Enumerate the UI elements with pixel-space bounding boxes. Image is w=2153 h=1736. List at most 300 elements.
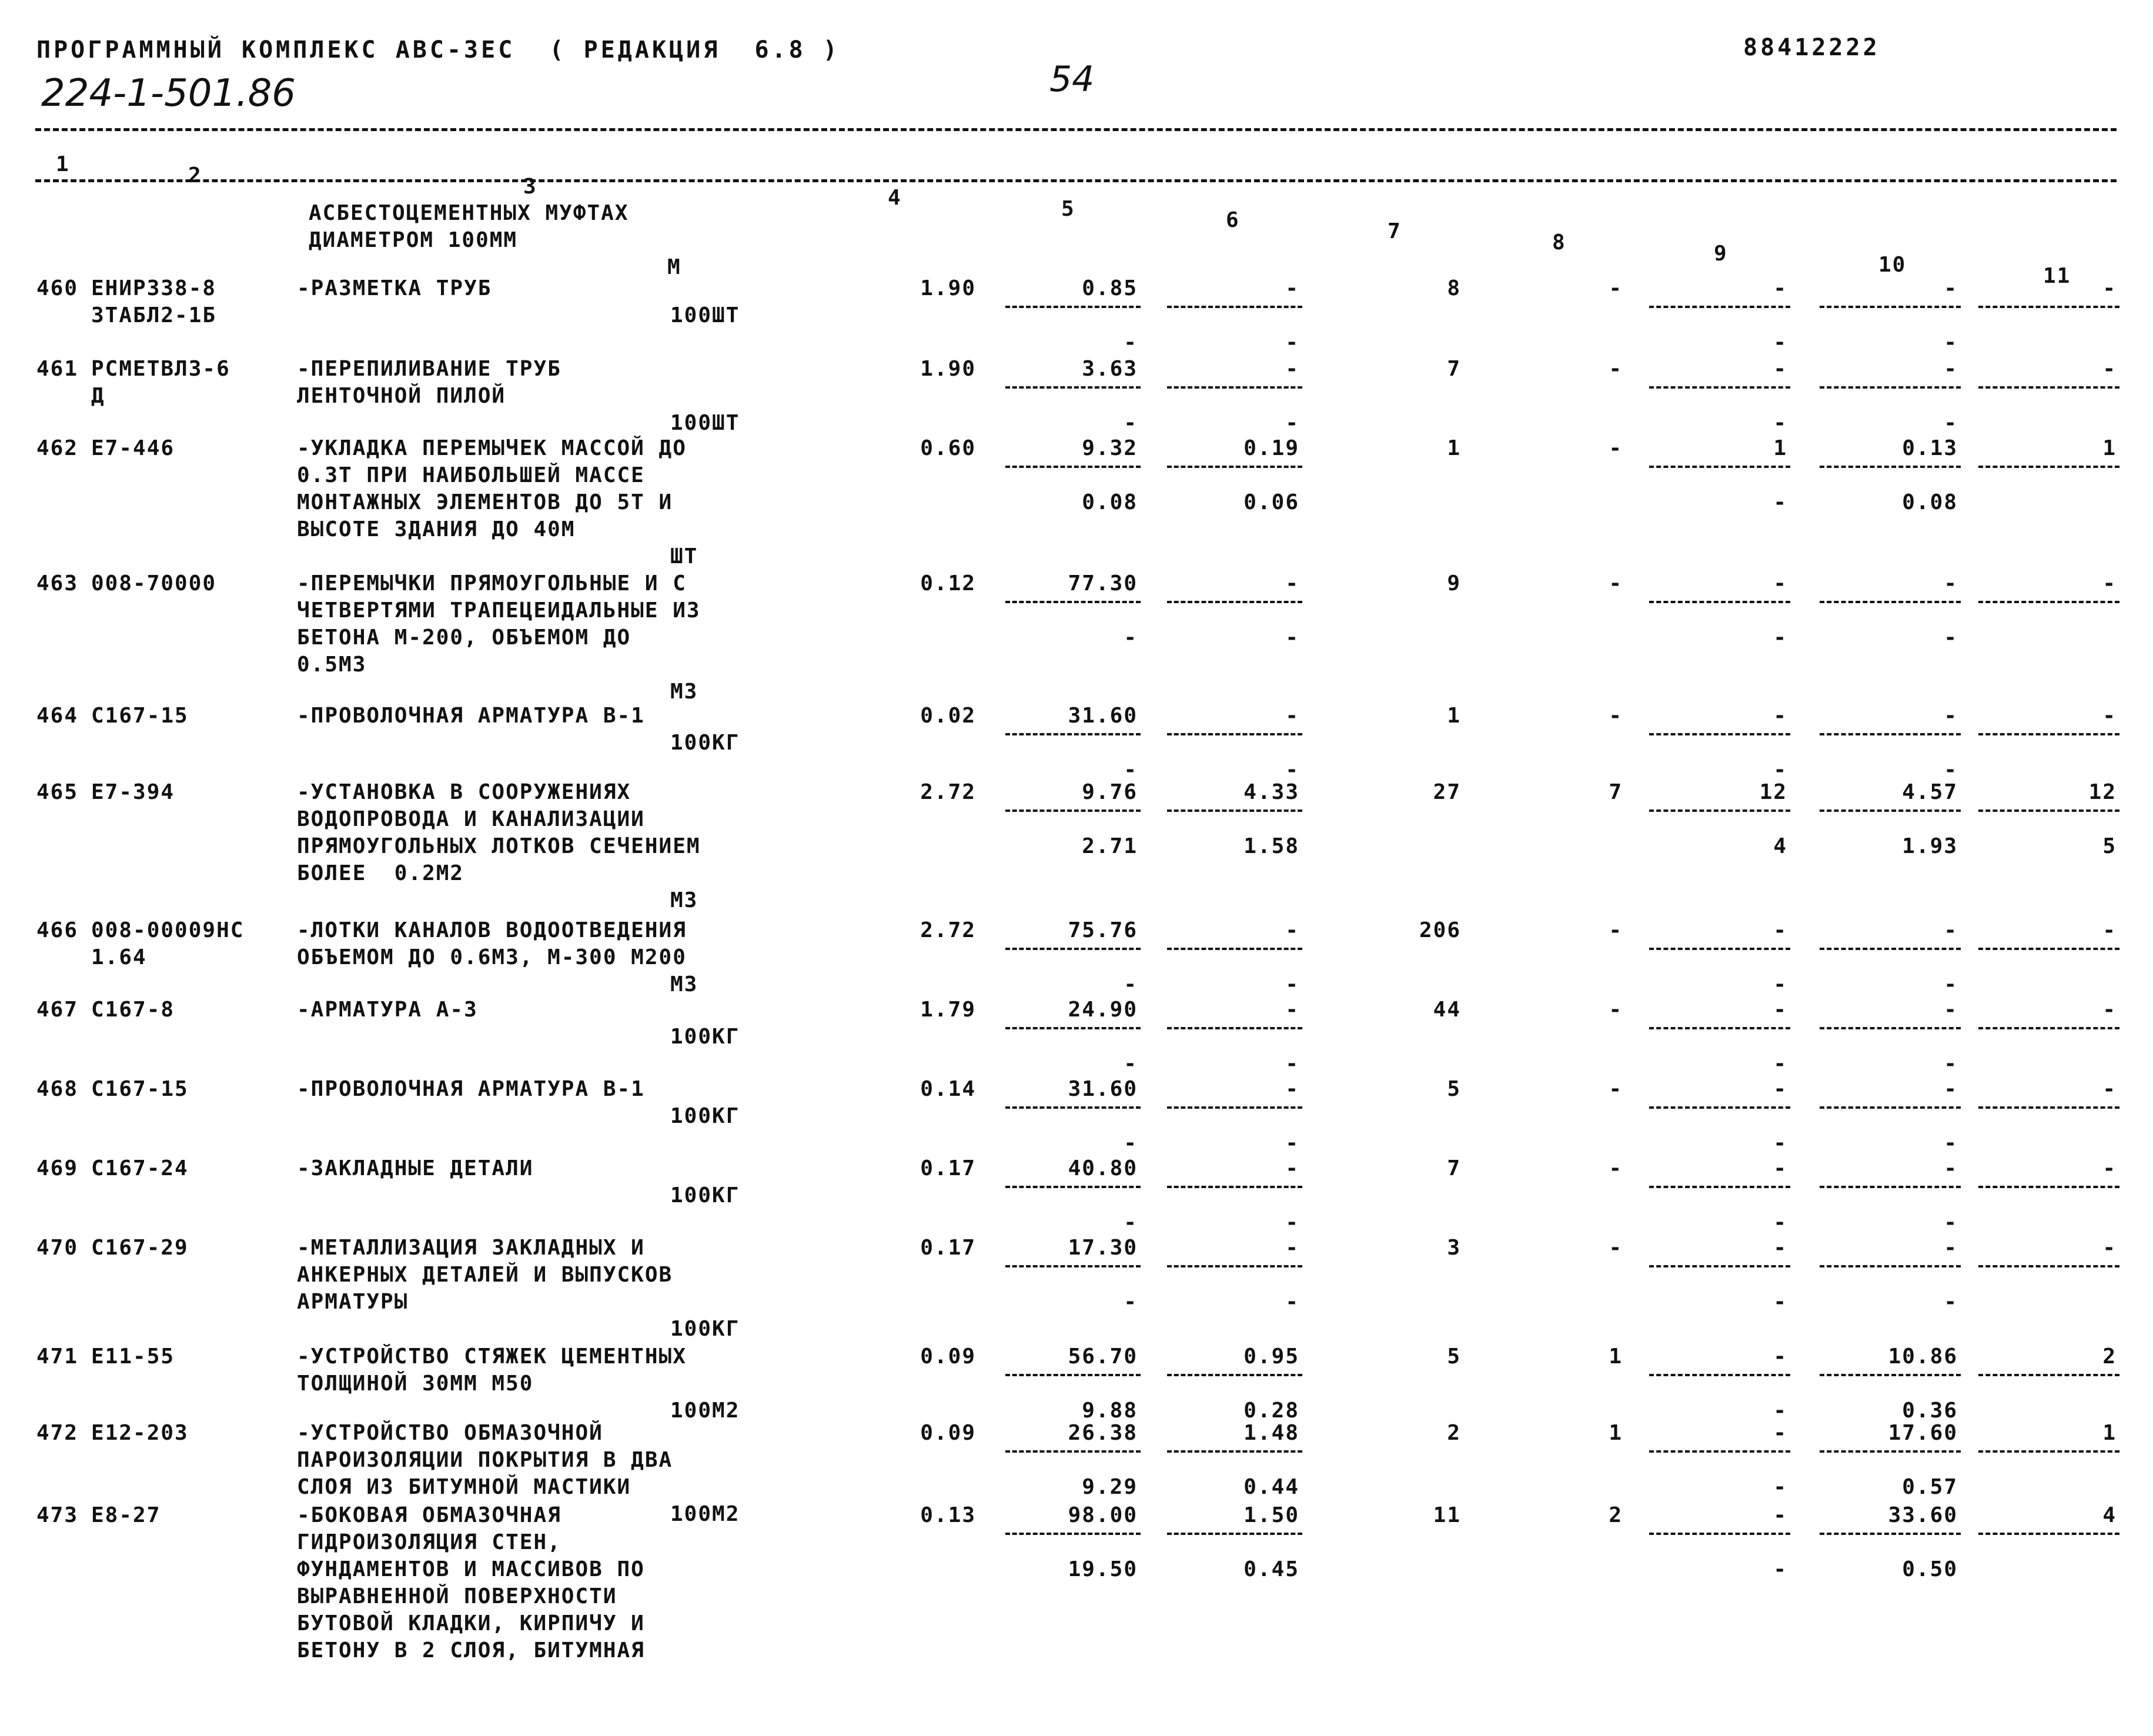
subtotal-rule — [1820, 1533, 1961, 1535]
unit-cost: 24.90 — [1068, 998, 1138, 1022]
subtotal-rule — [1167, 1186, 1302, 1188]
labour-hours: - — [1944, 704, 1958, 728]
work-description: АРМАТУРЫ — [297, 1290, 409, 1314]
hours-subtotal: - — [1944, 411, 1958, 435]
unit-cost-machines: 1.48 — [1243, 1421, 1299, 1445]
labour-subtotal: - — [1773, 330, 1787, 354]
subtotal-rule — [1978, 306, 2119, 308]
labour-cost: - — [1773, 357, 1787, 381]
row-number: 471 — [36, 1344, 79, 1369]
subtotal-rule — [1820, 1027, 1961, 1029]
norm-code: С167-15 — [91, 1077, 189, 1101]
continuation-unit: М — [667, 255, 681, 279]
column-header-cell: 1 — [56, 152, 70, 176]
subtotal-rule — [1167, 306, 1302, 308]
norm-code: 008-70000 — [91, 571, 217, 596]
unit-cost: 31.60 — [1068, 704, 1138, 728]
unit-of-measure: 100КГ — [670, 1183, 740, 1207]
quantity: 0.14 — [920, 1077, 976, 1101]
unit-of-measure: ШТ — [670, 544, 698, 568]
work-description: БУТОВОЙ КЛАДКИ, КИРПИЧУ И — [297, 1611, 645, 1635]
wages-subtotal: - — [1124, 1131, 1138, 1155]
work-description: ГИДРОИЗОЛЯЦИЯ СТЕН, — [297, 1530, 561, 1554]
subtotal-rule — [1649, 1533, 1790, 1535]
subtotal-rule — [1005, 1106, 1141, 1109]
work-description: -УСТРОЙСТВО ОБМАЗОЧНОЙ — [297, 1421, 603, 1445]
labour-subtotal: - — [1773, 972, 1787, 996]
work-description: -РАЗМЕТКА ТРУБ — [297, 276, 492, 300]
total-labour: 1 — [2102, 1421, 2117, 1445]
work-description: ЧЕТВЕРТЯМИ ТРАПЕЦЕИДАЛЬНЫЕ ИЗ — [297, 598, 701, 623]
subtotal-rule — [1820, 810, 1961, 812]
row-number: 470 — [36, 1236, 79, 1260]
labour-cost: - — [1773, 276, 1787, 300]
subtotal-rule — [1820, 601, 1961, 603]
unit-cost: 40.80 — [1068, 1156, 1138, 1180]
wages-subtotal: - — [1124, 972, 1138, 996]
subtotal-rule — [1820, 466, 1961, 468]
unit-cost: 9.32 — [1082, 436, 1138, 460]
column-header-cell: 3 — [523, 175, 537, 199]
subtotal-rule — [1649, 1027, 1790, 1029]
subtotal-rule — [1978, 1450, 2119, 1453]
subtotal-rule — [1978, 1106, 2119, 1109]
unit-of-measure: 100КГ — [670, 1104, 740, 1128]
work-description: ВЫСОТЕ ЗДАНИЯ ДО 40М — [297, 517, 576, 541]
quantity: 2.72 — [920, 918, 976, 942]
labour-cost: 1 — [1773, 436, 1787, 460]
work-description: -ПЕРЕПИЛИВАНИЕ ТРУБ — [297, 357, 561, 381]
column-header-cell: 8 — [1552, 230, 1566, 255]
subtotal-rule — [1649, 601, 1790, 603]
total-labour: 2 — [2102, 1344, 2117, 1369]
page-number: 54 — [1049, 59, 1095, 100]
subtotal-rule — [1005, 306, 1141, 308]
norm-code: С167-24 — [91, 1156, 189, 1180]
subtotal-rule — [1649, 1374, 1790, 1376]
total-cost: 2 — [1447, 1421, 1461, 1445]
wages-subtotal: - — [1124, 1210, 1138, 1235]
unit-cost: 31.60 — [1068, 1077, 1138, 1101]
hours-subtotal: - — [1944, 330, 1958, 354]
unit-cost-machines: - — [1285, 1236, 1299, 1260]
subtotal-rule — [1167, 601, 1302, 603]
subtotal-rule — [1820, 386, 1961, 389]
unit-cost-machines: - — [1285, 276, 1299, 300]
quantity: 1.90 — [920, 276, 976, 300]
machines-wages-subtotal: - — [1285, 758, 1299, 782]
machines-wages-subtotal: 0.06 — [1243, 490, 1299, 514]
total-cost-wages: - — [1609, 704, 1623, 728]
subtotal-rule — [1005, 733, 1141, 735]
labour-hours: - — [1944, 998, 1958, 1022]
total-cost-wages: 1 — [1609, 1344, 1623, 1369]
hours-subtotal: 0.36 — [1902, 1399, 1958, 1423]
total-cost-wages: - — [1609, 1236, 1623, 1260]
quantity: 1.79 — [920, 998, 976, 1022]
total-cost: 7 — [1447, 357, 1461, 381]
row-number: 467 — [36, 998, 79, 1022]
unit-of-measure: 100М2 — [670, 1399, 740, 1423]
total-cost: 9 — [1447, 571, 1461, 596]
unit-cost-machines: - — [1285, 704, 1299, 728]
subtotal-rule — [1978, 1374, 2119, 1376]
machines-wages-subtotal: - — [1285, 626, 1299, 650]
labour-cost: - — [1773, 918, 1787, 942]
machines-wages-subtotal: - — [1285, 1290, 1299, 1314]
total-cost: 44 — [1433, 998, 1461, 1022]
total-cost-wages: - — [1609, 276, 1623, 300]
labour-subtotal: - — [1773, 1210, 1787, 1235]
labour-hours: - — [1944, 1077, 1958, 1101]
total-cost: 8 — [1447, 276, 1461, 300]
hours-subtotal: 0.57 — [1902, 1475, 1958, 1499]
unit-cost-machines: - — [1285, 571, 1299, 596]
subtotal-rule — [1978, 1027, 2119, 1029]
norm-code: Е8-27 — [91, 1503, 161, 1527]
row-number: 473 — [36, 1503, 79, 1527]
subtotal-rule — [1978, 810, 2119, 812]
work-description: БОЛЕЕ 0.2М2 — [297, 861, 464, 885]
hours-subtotal: 1.93 — [1902, 834, 1958, 858]
work-description: МОНТАЖНЫХ ЭЛЕМЕНТОВ ДО 5Т И — [297, 490, 673, 514]
total-labour: - — [2102, 1156, 2117, 1180]
hours-subtotal: - — [1944, 1052, 1958, 1076]
total-cost: 5 — [1447, 1344, 1461, 1369]
total-labour: - — [2102, 1077, 2117, 1101]
labour-subtotal: - — [1773, 758, 1787, 782]
work-description: ПАРОИЗОЛЯЦИИ ПОКРЫТИЯ В ДВА — [297, 1448, 673, 1472]
total-labour: 4 — [2102, 1503, 2117, 1527]
wages-subtotal: - — [1124, 626, 1138, 650]
norm-code: С167-15 — [91, 704, 189, 728]
subtotal-rule — [1649, 466, 1790, 468]
wages-subtotal: 2.71 — [1082, 834, 1138, 858]
unit-cost: 98.00 — [1068, 1503, 1138, 1527]
subtotal-rule — [1167, 1106, 1302, 1109]
labour-subtotal: - — [1773, 626, 1787, 650]
subtotal-rule — [1649, 810, 1790, 812]
total-cost: 11 — [1433, 1503, 1461, 1527]
total-labour: - — [2102, 704, 2117, 728]
wages-subtotal: - — [1124, 1052, 1138, 1076]
norm-code-suffix: 3ТАБЛ2-1Б — [91, 303, 217, 327]
work-description: АНКЕРНЫХ ДЕТАЛЕЙ И ВЫПУСКОВ — [297, 1263, 673, 1287]
work-description: -ЗАКЛАДНЫЕ ДЕТАЛИ — [297, 1156, 534, 1180]
total-labour: - — [2102, 571, 2117, 596]
labour-subtotal: - — [1773, 1052, 1787, 1076]
hours-subtotal: 0.50 — [1902, 1557, 1958, 1581]
total-cost: 3 — [1447, 1236, 1461, 1260]
machines-wages-subtotal: - — [1285, 972, 1299, 996]
column-header-cell: 7 — [1388, 219, 1402, 243]
total-cost-wages: 2 — [1609, 1503, 1623, 1527]
unit-cost: 26.38 — [1068, 1421, 1138, 1445]
labour-hours: 4.57 — [1902, 780, 1958, 804]
wages-subtotal: - — [1124, 1290, 1138, 1314]
machines-wages-subtotal: - — [1285, 1131, 1299, 1155]
hours-subtotal: - — [1944, 1210, 1958, 1235]
total-labour: - — [2102, 276, 2117, 300]
unit-cost-machines: - — [1285, 918, 1299, 942]
hours-subtotal: - — [1944, 1290, 1958, 1314]
total-cost: 1 — [1447, 704, 1461, 728]
subtotal-rule — [1649, 733, 1790, 735]
work-description: ЛЕНТОЧНОЙ ПИЛОЙ — [297, 384, 506, 408]
unit-cost: 3.63 — [1082, 357, 1138, 381]
labour-subtotal: - — [1773, 490, 1787, 514]
work-description: -ПРОВОЛОЧНАЯ АРМАТУРА В-1 — [297, 1077, 645, 1101]
quantity: 0.02 — [920, 704, 976, 728]
subtotal-rule — [1167, 1533, 1302, 1535]
machines-wages-subtotal: - — [1285, 1210, 1299, 1235]
row-number: 465 — [36, 780, 79, 804]
unit-of-measure: М3 — [670, 680, 698, 704]
machines-wages-subtotal: - — [1285, 411, 1299, 435]
subtotal-rule — [1820, 1450, 1961, 1453]
labour-hours: - — [1944, 276, 1958, 300]
total-labour: - — [2102, 998, 2117, 1022]
subtotal-rule — [1978, 1533, 2119, 1535]
unit-cost-machines: 4.33 — [1243, 780, 1299, 804]
subtotal-rule — [1649, 1450, 1790, 1453]
norm-code-suffix: 1.64 — [91, 945, 147, 969]
norm-code: РСМЕТВЛЗ-6 — [91, 357, 230, 381]
work-description: 0.3Т ПРИ НАИБОЛЬШЕЙ МАССЕ — [297, 463, 645, 487]
subtotal-rule — [1167, 1450, 1302, 1453]
labour-cost: - — [1773, 1503, 1787, 1527]
labour-cost: - — [1773, 1156, 1787, 1180]
norm-code: Е12-203 — [91, 1421, 189, 1445]
labour-hours: - — [1944, 571, 1958, 596]
norm-code: С167-8 — [91, 998, 175, 1022]
total-cost-wages: - — [1609, 436, 1623, 460]
hours-subtotal: - — [1944, 626, 1958, 650]
labour-cost: - — [1773, 1344, 1787, 1369]
work-description: ВЫРАВНЕННОЙ ПОВЕРХНОСТИ — [297, 1584, 617, 1608]
wages-subtotal: 0.08 — [1082, 490, 1138, 514]
subtotal-rule — [1978, 1186, 2119, 1188]
work-description: -УСТАНОВКА В СООРУЖЕНИЯХ — [297, 780, 631, 804]
unit-cost-machines: 0.19 — [1243, 436, 1299, 460]
labour-cost: 12 — [1759, 780, 1787, 804]
labour-cost: - — [1773, 998, 1787, 1022]
labour-hours: 17.60 — [1888, 1421, 1958, 1445]
total-labour-subtotal: 5 — [2102, 834, 2117, 858]
work-description: ТОЛЩИНОЙ 30ММ М50 — [297, 1372, 534, 1396]
work-description: БЕТОНА М-200, ОБЪЕМОМ ДО — [297, 626, 631, 650]
work-description: -АРМАТУРА А-3 — [297, 998, 478, 1022]
work-description: БЕТОНУ В 2 СЛОЯ, БИТУМНАЯ — [297, 1638, 645, 1663]
labour-hours: - — [1944, 1156, 1958, 1180]
machines-wages-subtotal: 1.58 — [1243, 834, 1299, 858]
machines-wages-subtotal: 0.44 — [1243, 1475, 1299, 1499]
total-cost: 5 — [1447, 1077, 1461, 1101]
machines-wages-subtotal: 0.45 — [1243, 1557, 1299, 1581]
norm-code: Е7-394 — [91, 780, 175, 804]
column-header-cell: 11 — [2043, 264, 2071, 288]
subtotal-rule — [1005, 601, 1141, 603]
subtotal-rule — [1649, 386, 1790, 389]
subtotal-rule — [1167, 733, 1302, 735]
subtotal-rule — [1820, 1374, 1961, 1376]
total-cost: 27 — [1433, 780, 1461, 804]
quantity: 2.72 — [920, 780, 976, 804]
column-header-cell: 5 — [1061, 197, 1075, 221]
row-number: 463 — [36, 571, 79, 596]
labour-hours: 10.86 — [1888, 1344, 1958, 1369]
total-cost: 7 — [1447, 1156, 1461, 1180]
norm-code: С167-29 — [91, 1236, 189, 1260]
total-cost-wages: 1 — [1609, 1421, 1623, 1445]
continuation-line: ДИАМЕТРОМ 100ММ — [309, 228, 518, 252]
unit-of-measure: 100ШТ — [670, 411, 740, 435]
work-description: -БОКОВАЯ ОБМАЗОЧНАЯ — [297, 1503, 561, 1527]
total-labour: - — [2102, 1236, 2117, 1260]
total-cost: 206 — [1419, 918, 1461, 942]
machines-wages-subtotal: - — [1285, 1052, 1299, 1076]
quantity: 0.17 — [920, 1156, 976, 1180]
row-number: 462 — [36, 436, 79, 460]
subtotal-rule — [1005, 466, 1141, 468]
total-cost-wages: - — [1609, 1156, 1623, 1180]
norm-code: Е11-55 — [91, 1344, 175, 1369]
subtotal-rule — [1978, 601, 2119, 603]
wages-subtotal: - — [1124, 758, 1138, 782]
total-cost: 1 — [1447, 436, 1461, 460]
unit-cost-machines: - — [1285, 1077, 1299, 1101]
document-code: 224-1-501.86 — [41, 72, 296, 115]
row-number: 464 — [36, 704, 79, 728]
unit-cost-machines: - — [1285, 357, 1299, 381]
labour-subtotal: - — [1773, 411, 1787, 435]
row-number: 469 — [36, 1156, 79, 1180]
quantity: 1.90 — [920, 357, 976, 381]
subtotal-rule — [1167, 948, 1302, 950]
labour-cost: - — [1773, 1077, 1787, 1101]
unit-of-measure: 100КГ — [670, 1317, 740, 1341]
subtotal-rule — [1005, 1533, 1141, 1535]
labour-cost: - — [1773, 1236, 1787, 1260]
work-description: ВОДОПРОВОДА И КАНАЛИЗАЦИИ — [297, 807, 645, 831]
quantity: 0.12 — [920, 571, 976, 596]
wages-subtotal: - — [1124, 330, 1138, 354]
unit-of-measure: 100КГ — [670, 1025, 740, 1049]
total-cost-wages: - — [1609, 1077, 1623, 1101]
subtotal-rule — [1167, 1027, 1302, 1029]
column-header-cell: 9 — [1714, 242, 1728, 266]
subtotal-rule — [1820, 948, 1961, 950]
labour-subtotal: - — [1773, 1290, 1787, 1314]
total-cost-wages: - — [1609, 571, 1623, 596]
subtotal-rule — [1005, 386, 1141, 389]
subtotal-rule — [1005, 810, 1141, 812]
labour-cost: - — [1773, 571, 1787, 596]
subtotal-rule — [1820, 306, 1961, 308]
row-number: 460 — [36, 276, 79, 300]
subtotal-rule — [1167, 386, 1302, 389]
wages-subtotal: - — [1124, 411, 1138, 435]
norm-code: ЕНИРЗ38-8 — [91, 276, 217, 300]
labour-hours: 0.13 — [1902, 436, 1958, 460]
total-cost-wages: - — [1609, 357, 1623, 381]
hours-subtotal: - — [1944, 1131, 1958, 1155]
total-labour: - — [2102, 918, 2117, 942]
column-header-cell: 6 — [1226, 208, 1240, 232]
subtotal-rule — [1005, 948, 1141, 950]
hours-subtotal: - — [1944, 972, 1958, 996]
quantity: 0.09 — [920, 1344, 976, 1369]
subtotal-rule — [1005, 1027, 1141, 1029]
subtotal-rule — [1978, 1265, 2119, 1267]
work-description: СЛОЯ ИЗ БИТУМНОЙ МАСТИКИ — [297, 1475, 631, 1499]
subtotal-rule — [1167, 1265, 1302, 1267]
quantity: 0.13 — [920, 1503, 976, 1527]
work-description: ФУНДАМЕНТОВ И МАССИВОВ ПО — [297, 1557, 645, 1581]
total-labour: - — [2102, 357, 2117, 381]
top-rule — [35, 128, 2117, 131]
unit-cost: 0.85 — [1082, 276, 1138, 300]
labour-cost: - — [1773, 704, 1787, 728]
work-description: -ПРОВОЛОЧНАЯ АРМАТУРА В-1 — [297, 704, 645, 728]
unit-cost: 77.30 — [1068, 571, 1138, 596]
unit-cost-machines: - — [1285, 1156, 1299, 1180]
unit-of-measure: М3 — [670, 888, 698, 912]
labour-hours: - — [1944, 1236, 1958, 1260]
subtotal-rule — [1820, 1106, 1961, 1109]
program-title: ПРОГРАММНЫЙ КОМПЛЕКС АВС-ЗЕС ( РЕДАКЦИЯ 6.8 ) — [36, 36, 840, 63]
total-labour: 12 — [2088, 780, 2117, 804]
subtotal-rule — [1649, 1106, 1790, 1109]
wages-subtotal: 9.29 — [1082, 1475, 1138, 1499]
machines-wages-subtotal: 0.28 — [1243, 1399, 1299, 1423]
work-description: ПРЯМОУГОЛЬНЫХ ЛОТКОВ СЕЧЕНИЕМ — [297, 834, 701, 858]
labour-subtotal: 4 — [1773, 834, 1787, 858]
column-header-cell: 4 — [888, 186, 902, 210]
subtotal-rule — [1649, 306, 1790, 308]
unit-cost-machines: 1.50 — [1243, 1503, 1299, 1527]
unit-cost-machines: - — [1285, 998, 1299, 1022]
unit-cost: 9.76 — [1082, 780, 1138, 804]
work-description: -ЛОТКИ КАНАЛОВ ВОДООТВЕДЕНИЯ — [297, 918, 687, 942]
subtotal-rule — [1978, 466, 2119, 468]
hours-subtotal: - — [1944, 758, 1958, 782]
subtotal-rule — [1978, 733, 2119, 735]
hours-subtotal: 0.08 — [1902, 490, 1958, 514]
row-number: 468 — [36, 1077, 79, 1101]
unit-cost: 56.70 — [1068, 1344, 1138, 1369]
row-number: 466 — [36, 918, 79, 942]
subtotal-rule — [1167, 810, 1302, 812]
subtotal-rule — [1167, 1374, 1302, 1376]
labour-subtotal: - — [1773, 1557, 1787, 1581]
quantity: 0.09 — [920, 1421, 976, 1445]
subtotal-rule — [1978, 386, 2119, 389]
subtotal-rule — [1005, 1265, 1141, 1267]
labour-subtotal: - — [1773, 1475, 1787, 1499]
labour-subtotal: - — [1773, 1131, 1787, 1155]
work-description: -УСТРОЙСТВО СТЯЖЕК ЦЕМЕНТНЫХ — [297, 1344, 687, 1369]
column-header-cell: 2 — [188, 163, 202, 188]
subtotal-rule — [1649, 1265, 1790, 1267]
subtotal-rule — [1005, 1186, 1141, 1188]
subtotal-rule — [1167, 466, 1302, 468]
wages-subtotal: 19.50 — [1068, 1557, 1138, 1581]
register-code: 88412222 — [1743, 34, 1880, 61]
labour-hours: 33.60 — [1888, 1503, 1958, 1527]
subtotal-rule — [1820, 733, 1961, 735]
quantity: 0.17 — [920, 1236, 976, 1260]
